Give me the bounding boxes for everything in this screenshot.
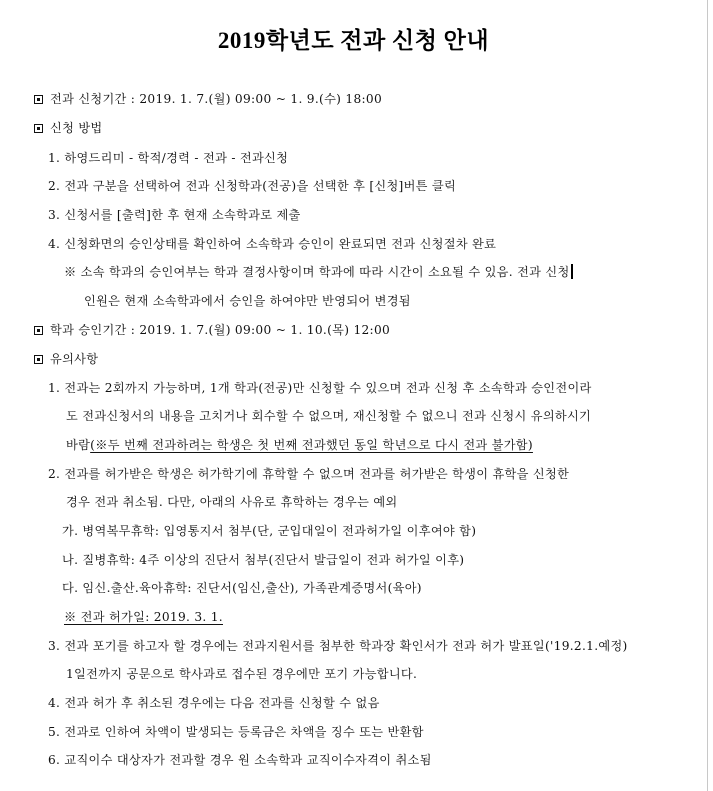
method-item-4: 4. 신청화면의 승인상태를 확인하여 소속학과 승인이 완료되면 전과 신청절차 완료 xyxy=(48,237,497,251)
notes-item-1-line-2: 도 전과신청서의 내용을 고치거나 회수할 수 없으며, 재신청할 수 없으니 전과 신청시 유의하시기 xyxy=(66,409,592,423)
text-cursor xyxy=(571,264,573,279)
square-bullet-icon xyxy=(34,355,43,364)
notes-item-2-sub-b: 나. 질병휴학: 4주 이상의 진단서 첨부(진단서 발급일이 전과 허가일 이후) xyxy=(62,553,465,567)
notes-heading: 유의사항 xyxy=(50,352,99,366)
square-bullet-icon xyxy=(34,124,43,133)
notes-item-1-line-1: 1. 전과는 2회까지 가능하며, 1개 학과(전공)만 신청할 수 있으며 전과 신청 후 소속학과 승인전이라 xyxy=(48,381,592,395)
notes-item-1-plain: 바람 xyxy=(66,438,91,452)
notes-item-3-line-2: 1일전까지 공문으로 학사과로 접수된 경우에만 포기 가능합니다. xyxy=(66,667,418,681)
method-heading-line xyxy=(34,120,102,136)
method-item-2: 2. 전과 구분을 선택하여 전과 신청학과(전공)을 선택한 후 [신청]버튼 클릭 xyxy=(48,179,457,193)
application-period-line xyxy=(34,91,382,107)
notes-item-5: 5. 전과로 인하여 차액이 발생되는 등록금은 차액을 징수 또는 반환함 xyxy=(48,725,424,739)
notes-item-2-sub-a: 가. 병역복무휴학: 입영통지서 첨부(단, 군입대일이 전과허가일 이후여야 함) xyxy=(62,524,477,538)
notes-item-3-line-1: 3. 전과 포기를 하고자 할 경우에는 전과지원서를 첨부한 학과장 확인서가 전과 허가 발표일('19.2.1.예정) xyxy=(48,639,628,653)
square-bullet-icon xyxy=(34,326,43,335)
method-heading: 신청 방법 xyxy=(50,121,103,135)
notes-heading-line xyxy=(34,351,98,367)
notes-item-2-line-2: 경우 전과 취소됨. 다만, 아래의 사유로 휴학하는 경우는 예외 xyxy=(66,495,398,509)
notes-item-6: 6. 교직이수 대상자가 전과할 경우 원 소속학과 교직이수자격이 취소됨 xyxy=(48,753,432,767)
method-note-line-2: 인원은 현재 소속학과에서 승인을 하여야만 반영되어 변경됨 xyxy=(84,294,411,308)
method-note-line-1 xyxy=(64,264,573,280)
method-item-3: 3. 신청서를 [출력]한 후 현재 소속학과로 제출 xyxy=(48,208,301,222)
document-title: 2019학년도 전과 신청 안내 xyxy=(217,28,490,53)
notes-item-2-line-1: 2. 전과를 허가받은 학생은 허가학기에 휴학할 수 없으며 전과를 허가받은 학생이 휴학을 신청한 xyxy=(48,467,570,481)
notes-item-1-line-3 xyxy=(66,437,533,453)
application-period-text: 전과 신청기간 : 2019. 1. 7.(월) 09:00 ~ 1. 9.(수) 18:00 xyxy=(50,92,383,106)
approval-period-text: 학과 승인기간 : 2019. 1. 7.(월) 09:00 ~ 1. 10.(목) 12:00 xyxy=(50,323,391,337)
notes-item-4: 4. 전과 허가 후 취소된 경우에는 다음 전과를 신청할 수 없음 xyxy=(48,696,380,710)
notes-item-2-sub-c: 다. 임신.출산.육아휴학: 진단서(임신,출산), 가족관계증명서(육아) xyxy=(62,581,422,595)
notes-item-2-permit-date: ※ 전과 허가일: 2019. 3. 1. xyxy=(64,610,223,624)
method-note-text: ※ 소속 학과의 승인여부는 학과 결정사항이며 학과에 따라 시간이 소요될 수 있음. 전과 신청 xyxy=(64,265,570,279)
notes-item-1-underlined-warning: (※두 번째 전과하려는 학생은 첫 번째 전과했던 동일 학년으로 다시 전과 불가함) xyxy=(90,438,533,452)
method-item-1: 1. 하영드리미 - 학적/경력 - 전과 - 전과신청 xyxy=(48,151,289,165)
square-bullet-icon xyxy=(34,95,43,104)
approval-period-line xyxy=(34,322,390,338)
